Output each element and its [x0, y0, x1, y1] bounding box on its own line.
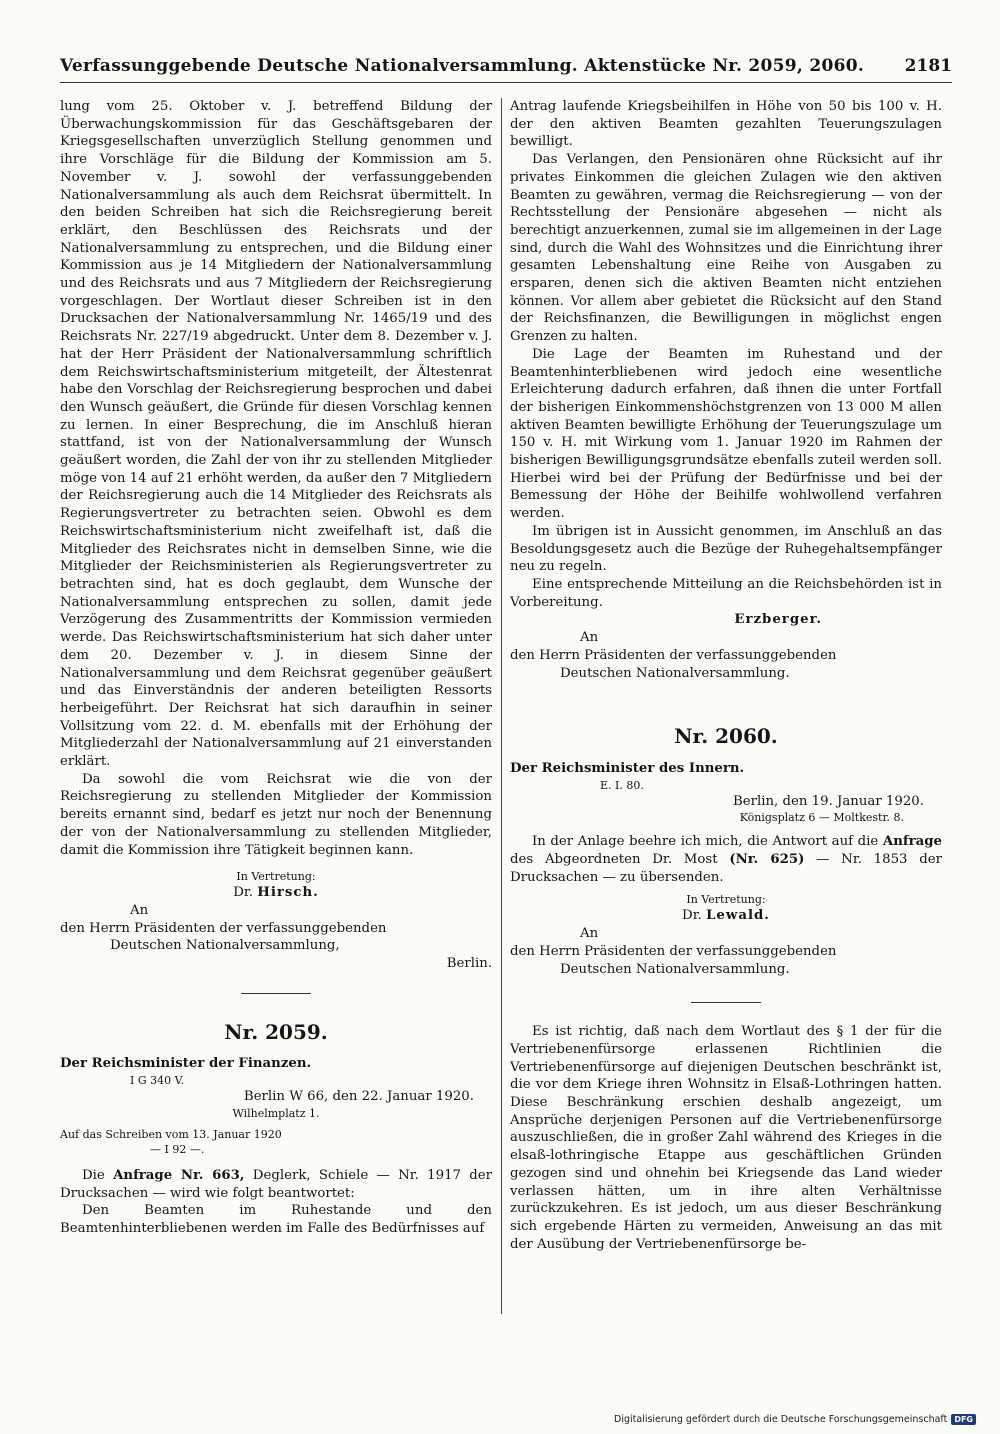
addressee-an: An	[130, 902, 149, 918]
street-address: Wilhelmplatz 1.	[232, 1106, 320, 1120]
anfrage-paragraph	[60, 1167, 492, 1202]
signature-block-right	[510, 907, 942, 925]
addressee-right-line-1: den Herrn Präsidenten der verfassunggebenden	[510, 647, 837, 663]
right-paragraph-1: Antrag laufende Kriegsbeihilfen in Höhe von 50 bis 100 v. H. der den aktiven Beamten gezahlten Teuerungszulagen bewilligt.	[510, 99, 942, 150]
page-header	[60, 56, 952, 83]
sender-line: Der Reichsminister der Finanzen.	[60, 1056, 312, 1072]
dfg-logo: DFG	[951, 1414, 976, 1425]
right-paragraph-6: Es ist richtig, daß nach dem Wortlaut des § 1 der für die Vertriebenenfürsorge erlassenen Richtlinien die Vertriebenenfürsorge auf diejenigen Deutschen beschränkt ist, die vor dem Kriege ihren Wohnsitz in Elsaß-Lothringen hatten. Diese Beschränkung erschien deshalb angezeigt, um Ansprüche derjenigen Personen auf die Vertriebenenfürsorge auszuschließen, die in großer Zahl während des Krieges in die elsaß-lothringische Etappe aus geschäftlichen Gründen gezogen sind und ohnehin bei Kriegsende das Land wieder verlassen hätten, um in ihre alten Verhältnisse zurückzukehren. Es ist jedoch, um aus dieser Beschränkung sich ergebende Härten zu vermeiden, Anweisung an das mit der Ausübung der Vertriebenenfürsorge be-	[510, 1024, 942, 1252]
reference-letter-1: Auf das Schreiben vom 13. Januar 1920	[60, 1127, 282, 1141]
addressee-right2-line-1: den Herrn Präsidenten der verfassunggebenden	[510, 943, 837, 959]
right-paragraph-2: Das Verlangen, den Pensionären ohne Rücksicht auf ihr privates Einkommen die gleichen Zulagen wie den aktiven Beamten zu gewähren, vermag die Reichsregierung — von der Rechtsstellung der Pensionäre abgesehen — nicht als berechtigt anzuerkennen, zumal sie im allgemeinen in der Lage sind, durch die Wahl des Wohnsitzes und die Einrichtung ihrer gesamten Lebenshaltung eine Reihe von Ausgaben zu ersparen, denen sich die aktiven Beamten nicht entziehen können. Vor allem aber gebietet die Rücksicht auf den Stand der Reichsfinanzen, die Bewilligungen in möglichst engen Grenzen zu halten.	[510, 152, 942, 345]
addressee-an-right: An	[580, 630, 599, 646]
reference-code-right: E. I. 80.	[600, 778, 644, 792]
right-paragraph-5: Eine entsprechende Mitteilung an die Reichsbehörden ist in Vorbereitung.	[510, 576, 942, 610]
column-divider	[501, 98, 502, 1314]
in-vertretung-right: In Vertretung:	[686, 893, 766, 907]
in-vertretung-label: In Vertretung:	[236, 870, 316, 884]
signature-prefix: Dr.	[233, 885, 254, 901]
signature-block	[60, 884, 492, 902]
addressee-right-line-2: Deutschen Nationalversammlung.	[560, 665, 790, 681]
addressee-right2-line-2: Deutschen Nationalversammlung.	[560, 961, 790, 977]
signature-hirsch: Hirsch.	[257, 885, 319, 901]
anlage-bold: Anfrage	[882, 834, 943, 850]
addressee-city: Berlin.	[446, 956, 492, 972]
page-footer	[614, 1414, 976, 1425]
place-date: Berlin W 66, den 22. Januar 1920.	[243, 1089, 474, 1105]
anfrage-pre: Die	[82, 1167, 105, 1183]
signature-lewald: Lewald.	[706, 908, 770, 924]
left-column	[60, 98, 492, 1238]
left-paragraph-2: Da sowohl die vom Reichsrat wie die von der Reichsregierung zu stellenden Mitglieder der Kommission bereits ernannt sind, bedarf es jetzt nur noch der Benennung der von der Nationalversammlung zu stellenden Mitglieder, damit die Kommission ihre Tätigkeit beginnen kann.	[60, 771, 492, 858]
document-number-2059: Nr. 2059.	[224, 1019, 328, 1044]
street-address-right: Königsplatz 6 — Moltkestr. 8.	[739, 811, 904, 825]
page-number: 2181	[904, 56, 952, 76]
place-date-right: Berlin, den 19. Januar 1920.	[732, 793, 924, 809]
addressee-an-right-2: An	[580, 926, 599, 942]
signature-erzberger: Erzberger.	[734, 612, 822, 628]
section-rule	[241, 993, 311, 994]
signature2-prefix: Dr.	[682, 908, 702, 924]
right-paragraph-4: Im übrigen ist in Aussicht genommen, im Anschluß an das Besoldungsgesetz auch die Bezüge der Ruhegehaltsempfänger neu zu regeln.	[510, 523, 942, 575]
footer-text: Digitalisierung gefördert durch die Deutsche Forschungsgemeinschaft	[614, 1414, 948, 1425]
reference-letter-2: — I 92 —.	[150, 1142, 205, 1156]
anlage-nr: (Nr. 625)	[729, 852, 805, 868]
addressee-line-2: Deutschen Nationalversammlung,	[110, 938, 340, 954]
anlage-text-3: — Nr. 1853 der Drucksachen — zu übersenden.	[510, 852, 942, 885]
anfrage-bold: Anfrage Nr. 663,	[113, 1167, 245, 1183]
left-paragraph-3: Den Beamten im Ruhestande und den Beamtenhinterbliebenen werden im Falle des Bedürfnisses auf	[60, 1203, 492, 1236]
left-paragraph-1: lung vom 25. Oktober v. J. betreffend Bildung der Überwachungskommission für das Geschäftsgebaren der Kriegsgesellschaften unverzüglich Stellung genommen und ihre Vorschläge für die Bildung der Kommission am 5. November v. J. sowohl der verfassunggebenden Nationalversammlung als auch dem Reichsrat übermittelt. In den beiden Schreiben hat sich die Reichsregierung bereit erklärt, den Beschlüssen des Reichsrats und der Nationalversammlung zu entsprechen, und die Bildung einer Kommission aus je 14 Mitgliedern der Nationalversammlung und des Reichsrats und aus 7 Mitgliedern der Reichsregierung vorgeschlagen. Der Wortlaut dieser Schreiben ist in den Drucksachen der Nationalversammlung Nr. 1465/19 und des Reichsrats Nr. 227/19 abgedruckt. Unter dem 8. Dezember v. J. hat der Herr Präsident der Nationalversammlung schriftlich dem Reichswirtschaftsministerium mitgeteilt, der Ältestenrat habe den Vorschlag der Reichsregierung besprochen und dabei den Wunsch geäußert, die Gründe für diesen Vorschlag kennen zu lernen. In einer Besprechung, die im Anschluß hieran stattfand, ist von der Nationalversammlung der Wunsch geäußert worden, die Zahl der von ihr zu stellenden Mitglieder möge von 14 auf 21 erhöht werden, da außer den 7 Mitgliedern der Reichsregierung auch die 14 Mitglieder des Reichsrats als Regierungsvertreter zu betrachten seien. Obwohl es dem Reichswirtschaftsministerium nicht zweifelhaft ist, daß die Mitglieder des Reichsrates nicht in demselben Sinne, wie die Mitglieder der Reichsministerien als Regierungsvertreter zu betrachten sind, hat es doch geglaubt, dem Wunsche der Nationalversammlung entsprechen zu sollen, damit jede Verzögerung des Zusammentritts der Kommission vermieden werde. Das Reichswirtschaftsministerium hat sich daher unter dem 20. Dezember v. J. in diesem Sinne der Nationalversammlung und dem Reichsrat gegenüber geäußert und das Einverständnis der anderen beteiligten Ressorts herbeigeführt. Der Reichsrat hat sich daraufhin in seiner Vollsitzung vom 22. d. M. ebenfalls mit der Erhöhung der Mitgliederzahl der Nationalversammlung auf 21 einverstanden erklärt.	[60, 99, 492, 770]
document-number-2060: Nr. 2060.	[674, 724, 778, 749]
anlage-text-2: des Abgeordneten Dr. Most	[510, 852, 718, 868]
anlage-paragraph	[510, 833, 942, 886]
right-paragraph-3: Die Lage der Beamten im Ruhestand und der Beamtenhinterbliebenen wird jedoch eine wesentliche Erleichterung dadurch erfahren, daß ihnen die unter Fortfall der bisherigen Einkommenshöchstgrenzen von 13 000 M allen aktiven Beamten bewilligte Erhöhung der Teuerungszulage um 150 v. H. mit Wirkung vom 1. Januar 1920 im Rahmen der bisherigen Bewilligungsgrundsätze ebenfalls zuteil werden soll. Hierbei wird bei der Prüfung der Bedürfnisse und bei der Bemessung der Höhe der Beihilfe wohlwollend verfahren werden.	[510, 346, 942, 522]
anlage-text-1: In der Anlage beehre ich mich, die Antwort auf die	[532, 834, 879, 850]
section-rule-right	[691, 1002, 761, 1003]
page-title: Verfassunggebende Deutsche Nationalversammlung. Aktenstücke Nr. 2059, 2060.	[60, 56, 865, 76]
right-column	[510, 98, 942, 1253]
addressee-line-1: den Herrn Präsidenten der verfassunggebenden	[60, 920, 387, 936]
reference-code: I G 340 V.	[130, 1074, 185, 1088]
anfrage-post: Deglerk, Schiele — Nr. 1917 der Drucksachen — wird wie folgt beantwortet:	[60, 1167, 493, 1201]
sender-line-right: Der Reichsminister des Innern.	[510, 760, 745, 776]
